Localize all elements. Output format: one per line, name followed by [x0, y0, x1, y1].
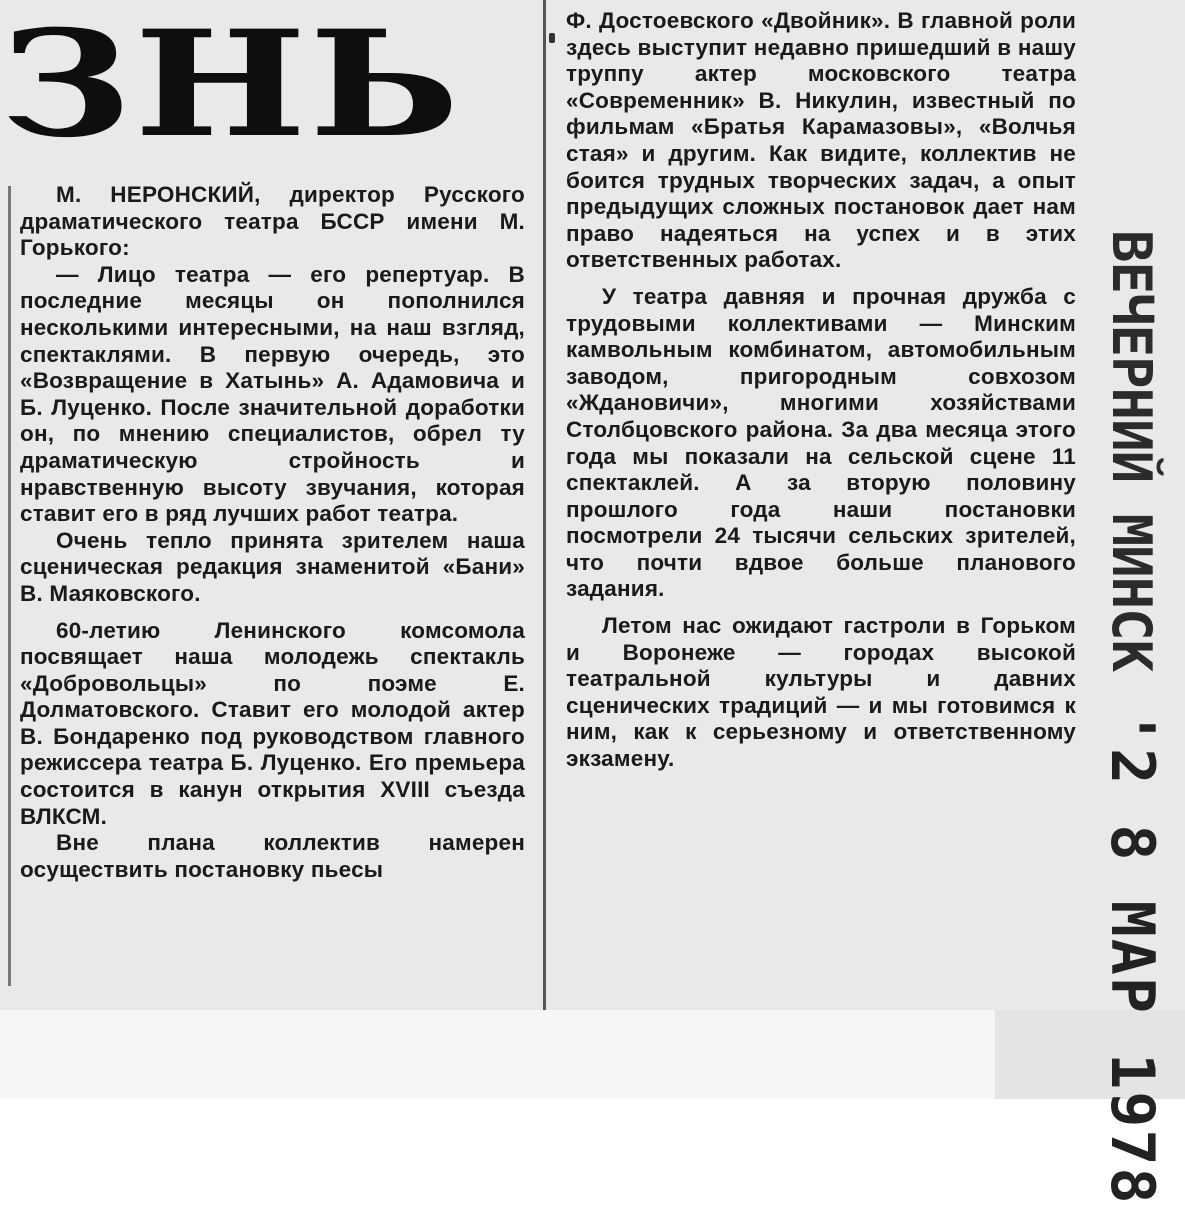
ink-speck: [549, 33, 555, 43]
paragraph-friendship: У театра давняя и прочная дружба с трудовыми коллективами — Минским камвольным комбинатом, автомобильным заводом, пригородным совхозом «Ждановичи», многими хозяйствами Столбцовского района. За два месяца этого года мы показали на сельской сцене 11 спектаклей. А за вторую половину прошлого года наши постановки посмотрели 24 тысячи сельских зрителей, что почти вдвое больше планового задания.: [566, 283, 1076, 602]
paper-bottom-margin: [0, 1010, 995, 1099]
paragraph-plan: Вне плана коллектив намерен осуществить постановку пьесы: [20, 830, 525, 882]
paragraph-repertoire: — Лицо театра — его репертуар. В последние месяцы он пополнился несколькими интересными, на наш взгляд, спектаклями. В первую очередь, это «Возвращение в Хатынь» А. Адамовича и Б. Луценко. После значительной доработки он, по мнению специалистов, обрел ту драматическую стройность и нравственную высоту звучания, которая ставит его в ряд лучших работ театра.: [20, 261, 525, 527]
paragraph-speaker: М. НЕРОНСКИЙ, директор Русского драматического театра БССР имени М. Горького:: [20, 182, 525, 261]
column-divider: [543, 0, 546, 1010]
paragraph-komsomol: 60-летию Ленинского комсомола посвящает наша молодежь спектакль «Добровольцы» по поэме Е. Долматовского. Ставит его молодой актер В. Бондаренко под руководством главного режиссера театра Б. Луценко. Его премьера состоится в канун открытия XVIII съезда ВЛКСМ.: [20, 617, 525, 829]
date-stamp-text: '2 8 МАР 1978: [1097, 710, 1167, 1206]
newspaper-masthead-stamp: [1091, 230, 1171, 672]
paragraph-tour: Летом нас ожидают гастроли в Горьком и Воронеже — городах высокой театральной культуры и давних сценических традиций — и мы готовимся к ним, как к серьезному и ответственному экзамену.: [566, 613, 1076, 772]
date-stamp: [1092, 710, 1172, 1206]
article-right-column: [566, 8, 1076, 773]
masthead-stamp-text: ВЕЧЕРНИЙ МИНСК: [1100, 230, 1163, 672]
paragraph-dvoinik: Ф. Достоевского «Двойник». В главной роли здесь выступит недавно пришедший в нашу труппу актер московского театра «Современник» В. Никулин, известный по фильмам «Братья Карамазовы», «Волчья стая» и другим. Как видите, коллектив не боится трудных творческих задач, а опыт предыдущих сложных постановок дает нам право надеяться на успех и в этих ответственных работах.: [566, 8, 1076, 273]
left-column-edge: [8, 186, 11, 986]
paragraph-banya: Очень тепло принята зрителем наша сценическая редакция знаменитой «Бани» В. Маяковского.: [20, 527, 525, 606]
article-left-column: [20, 182, 525, 883]
headline-fragment: ЗНЬ: [0, 0, 463, 170]
